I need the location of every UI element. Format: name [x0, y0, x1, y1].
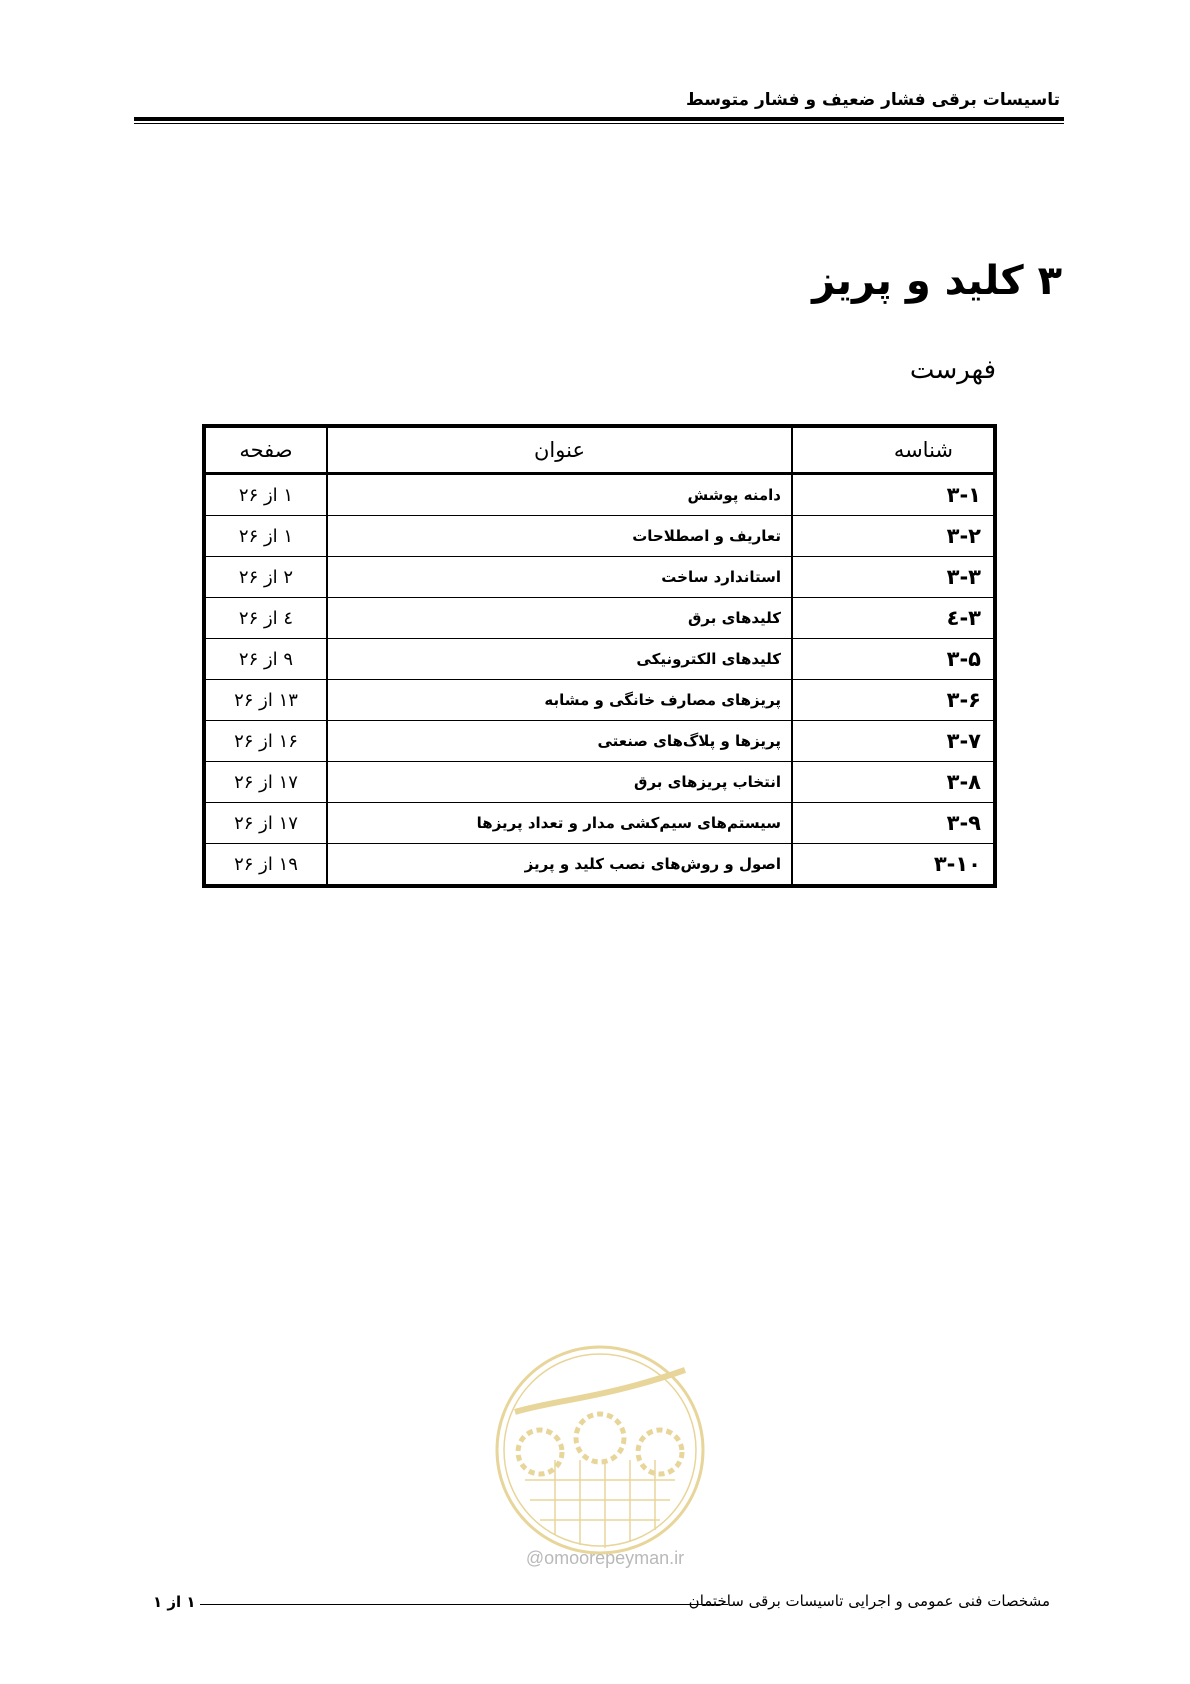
footer-page-number: ۱ از ۱: [153, 1593, 196, 1611]
footer-rule: [200, 1604, 728, 1605]
toc-row-title: دامنه پوشش: [327, 474, 792, 516]
chapter-title: ۳ کلید و پریز: [812, 258, 1062, 304]
toc-row-id: ۳-۸: [792, 762, 995, 803]
toc-row-page: ۱۹ از ۲۶: [204, 844, 327, 887]
toc-heading: فهرست: [909, 355, 996, 385]
toc-row[interactable]: [204, 844, 995, 887]
toc-table: [202, 424, 997, 888]
toc-row-title: پریزهای مصارف خانگی و مشابه: [327, 680, 792, 721]
header-rule: [134, 117, 1064, 121]
toc-row-id: ۳-٤: [792, 598, 995, 639]
column-header-title: عنوان: [327, 426, 792, 474]
toc-row-title: اصول و روش‌های نصب کلید و پریز: [327, 844, 792, 887]
toc-row-page: ۱۶ از ۲۶: [204, 721, 327, 762]
toc-row[interactable]: [204, 474, 995, 516]
toc-row-title: سیستم‌های سیم‌کشی مدار و تعداد پریزها: [327, 803, 792, 844]
toc-row-title: تعاریف و اصطلاحات: [327, 516, 792, 557]
toc-row-id: ۳-۶: [792, 680, 995, 721]
toc-row-title: کلیدهای برق: [327, 598, 792, 639]
toc-row-page: ۲ از ۲۶: [204, 557, 327, 598]
toc-row-title: استاندارد ساخت: [327, 557, 792, 598]
footer-document-title: مشخصات فنی عمومی و اجرایی تاسیسات برقی ساختمان: [688, 1592, 1050, 1610]
toc-row-id: ۳-۱۰: [792, 844, 995, 887]
toc-row[interactable]: [204, 762, 995, 803]
column-header-id: شناسه: [792, 426, 995, 474]
toc-row-page: ۱ از ۲۶: [204, 474, 327, 516]
watermark-site: @omoorepeyman.ir: [525, 1548, 685, 1568]
toc-row-page: ۱۷ از ۲۶: [204, 762, 327, 803]
toc-row[interactable]: [204, 680, 995, 721]
toc-row[interactable]: [204, 557, 995, 598]
toc-row-page: ٤ از ۲۶: [204, 598, 327, 639]
toc-row-title: کلیدهای الکترونیکی: [327, 639, 792, 680]
toc-row[interactable]: [204, 803, 995, 844]
toc-row-id: ۳-۲: [792, 516, 995, 557]
toc-header-row: [204, 426, 995, 474]
toc-row[interactable]: [204, 598, 995, 639]
running-header-title: تاسیسات برقی فشار ضعیف و فشار متوسط: [685, 90, 1060, 110]
toc-row-id: ۳-۷: [792, 721, 995, 762]
toc-row-page: ۹ از ۲۶: [204, 639, 327, 680]
toc-row[interactable]: [204, 516, 995, 557]
toc-row-id: ۳-۱: [792, 474, 995, 516]
toc-row-title: پریزها و پلاگ‌های صنعتی: [327, 721, 792, 762]
toc-row-title: انتخاب پریزهای برق: [327, 762, 792, 803]
header-rule-thin: [134, 123, 1064, 124]
toc-row[interactable]: [204, 639, 995, 680]
toc-row-id: ۳-۵: [792, 639, 995, 680]
toc-row-page: ۱۷ از ۲۶: [204, 803, 327, 844]
column-header-page: صفحه: [204, 426, 327, 474]
toc-row[interactable]: [204, 721, 995, 762]
toc-row-id: ۳-۹: [792, 803, 995, 844]
toc-row-page: ۱ از ۲۶: [204, 516, 327, 557]
toc-row-id: ۳-۳: [792, 557, 995, 598]
toc-row-page: ۱۳ از ۲۶: [204, 680, 327, 721]
